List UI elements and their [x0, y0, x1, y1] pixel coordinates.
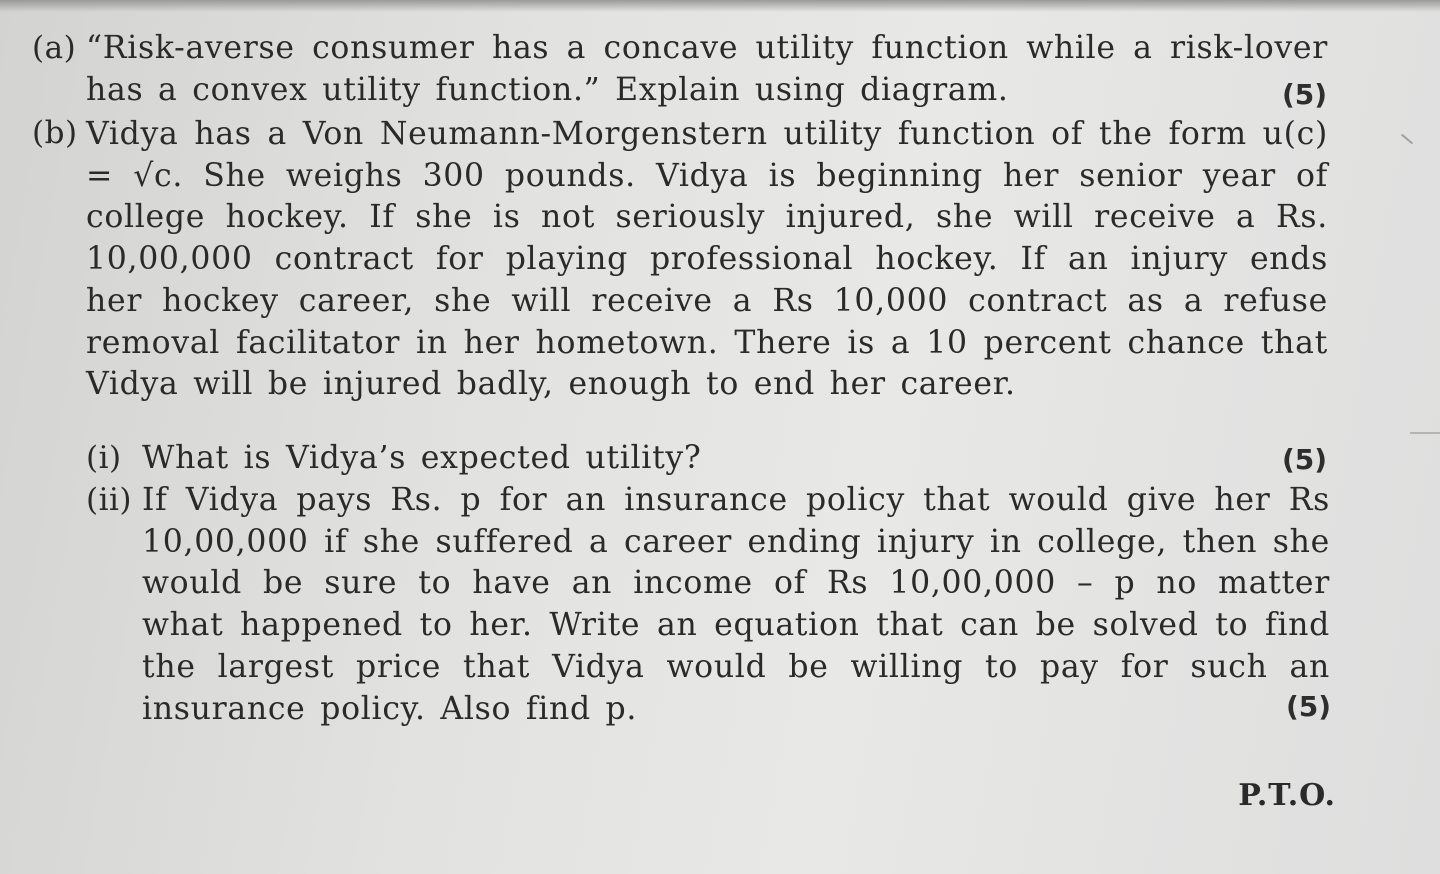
question-b-ii-marks: (5) [1286, 690, 1332, 723]
question-b-ii-text: If Vidya pays Rs. p for an insurance policy that would give her Rs 10,00,000 if she suffered a career ending injury in college, then she would be sure to have an income of Rs 10,00,000 – p no matter what happened to her. Write an equation that can be solved to find the largest price that Vidya would be willing to pay for such an insurance policy. Also find p. [142, 482, 1330, 727]
question-a-text: “Risk-averse consumer has a concave utility function while a risk-lover has a convex utility function.” Explain using diagram. [86, 30, 1328, 108]
question-b-i-marks: (5) [1282, 443, 1328, 476]
pen-mark [1401, 134, 1413, 145]
question-a-label: (a) [32, 30, 77, 66]
page-top-edge [0, 0, 1440, 12]
paper-scuff [1410, 432, 1440, 434]
question-a-marks: (5) [1282, 78, 1328, 111]
question-b-text: Vidya has a Von Neumann-Morgenstern utility function of the form u(c) = √c. She weighs 300 pounds. Vidya is beginning her senior year of college hockey. If she is not seriously injured, she will receive a Rs. 10,00,000 contract for playing professional hockey. If an injury ends her hockey career, she will receive a Rs 10,000 contract as a refuse removal facilitator in her hometown. There is a 10 percent chance that Vidya will be injured badly, enough to end her career. [86, 116, 1328, 403]
question-b-i-label: (i) [86, 440, 122, 476]
question-b-ii-label: (ii) [86, 482, 133, 518]
question-b-label: (b) [32, 115, 78, 151]
pto-note: P.T.O. [1238, 778, 1336, 813]
question-b-i-text: What is Vidya’s expected utility? [142, 440, 702, 476]
